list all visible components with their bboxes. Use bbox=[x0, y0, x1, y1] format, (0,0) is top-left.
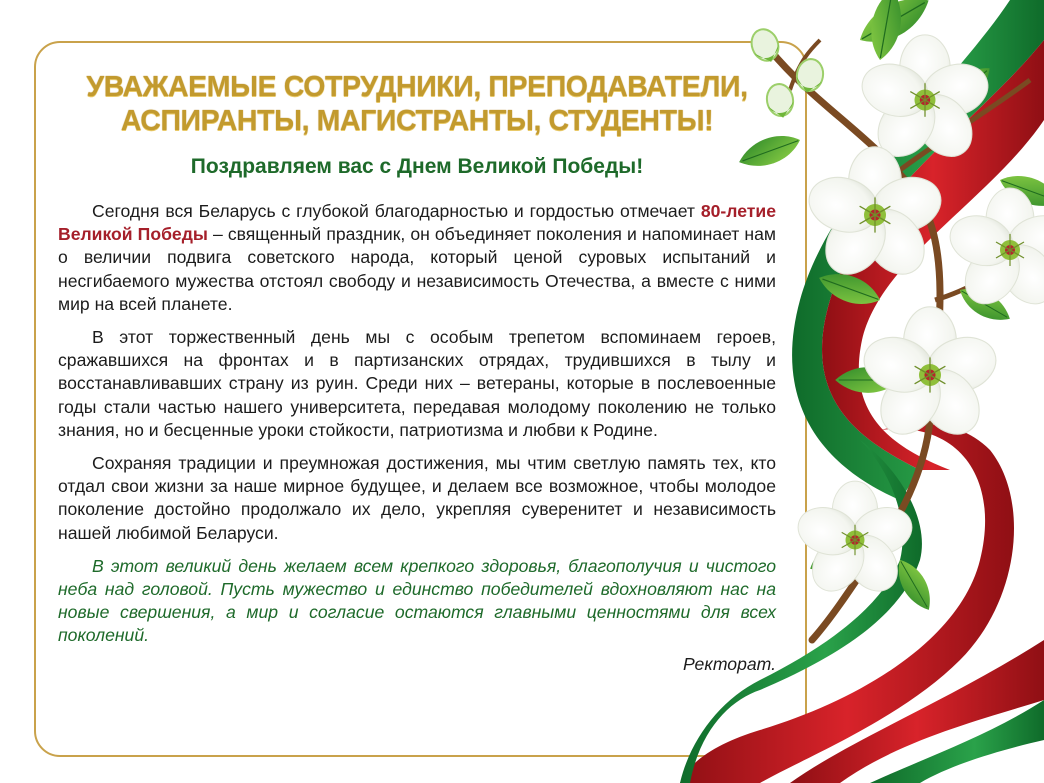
letter-body bbox=[58, 70, 776, 675]
paragraph-1-end: – священный праздник, он объединяет поколения и напоминает нам о величии подвига советского народа, который ценой суровых испытаний и несгибаемого мужества отстоял свободу и независимость Отечества, а вместе с ними мир на всей планете. bbox=[58, 224, 777, 314]
paragraph-2: В этот торжественный день мы с особым трепетом вспоминаем героев, сражавшихся на фронтах и в партизанских отрядах, трудившихся в тылу и восстанавливавших страну из руин. Среди них – ветераны, которые в послевоенные годы стали частью нашего университета, передавая молодому поколению не только знания, но и бесценные уроки стойкости, патриотизма и любви к Родине. bbox=[58, 327, 776, 440]
headline-line-1: УВАЖАЕМЫЕ СОТРУДНИКИ, ПРЕПОДАВАТЕЛИ, bbox=[86, 71, 748, 103]
signature: Ректорат. bbox=[683, 653, 776, 674]
headline bbox=[58, 70, 776, 138]
paragraph-3: Сохраняя традиции и преумножая достижения, мы чтим светлую память тех, кто отдал свои жизни за наше мирное будущее, и делаем все возможное, чтобы молодое поколение достойно продолжало их дело, укрепляя суверенитет и независимость нашей любимой Беларуси. bbox=[58, 453, 776, 543]
headline-line-2: АСПИРАНТЫ, МАГИСТРАНТЫ, СТУДЕНТЫ! bbox=[120, 105, 714, 137]
paragraph-1-start: Сегодня вся Беларусь с глубокой благодарностью и гордостью отмечает bbox=[92, 201, 695, 221]
paragraph-1 bbox=[58, 200, 776, 316]
greeting: Поздравляем вас с Днем Великой Победы! bbox=[190, 155, 644, 178]
paragraph-1-highlight: 80-летие Великой Победы bbox=[58, 201, 777, 245]
wish-paragraph: В этот великий день желаем всем крепкого здоровья, благополучия и чистого неба над головой. Пусть мужество и единство победителей вдохновляют нас на новые свершения, а мир и согласие остаются главными ценностями для всех поколений. bbox=[58, 555, 776, 646]
